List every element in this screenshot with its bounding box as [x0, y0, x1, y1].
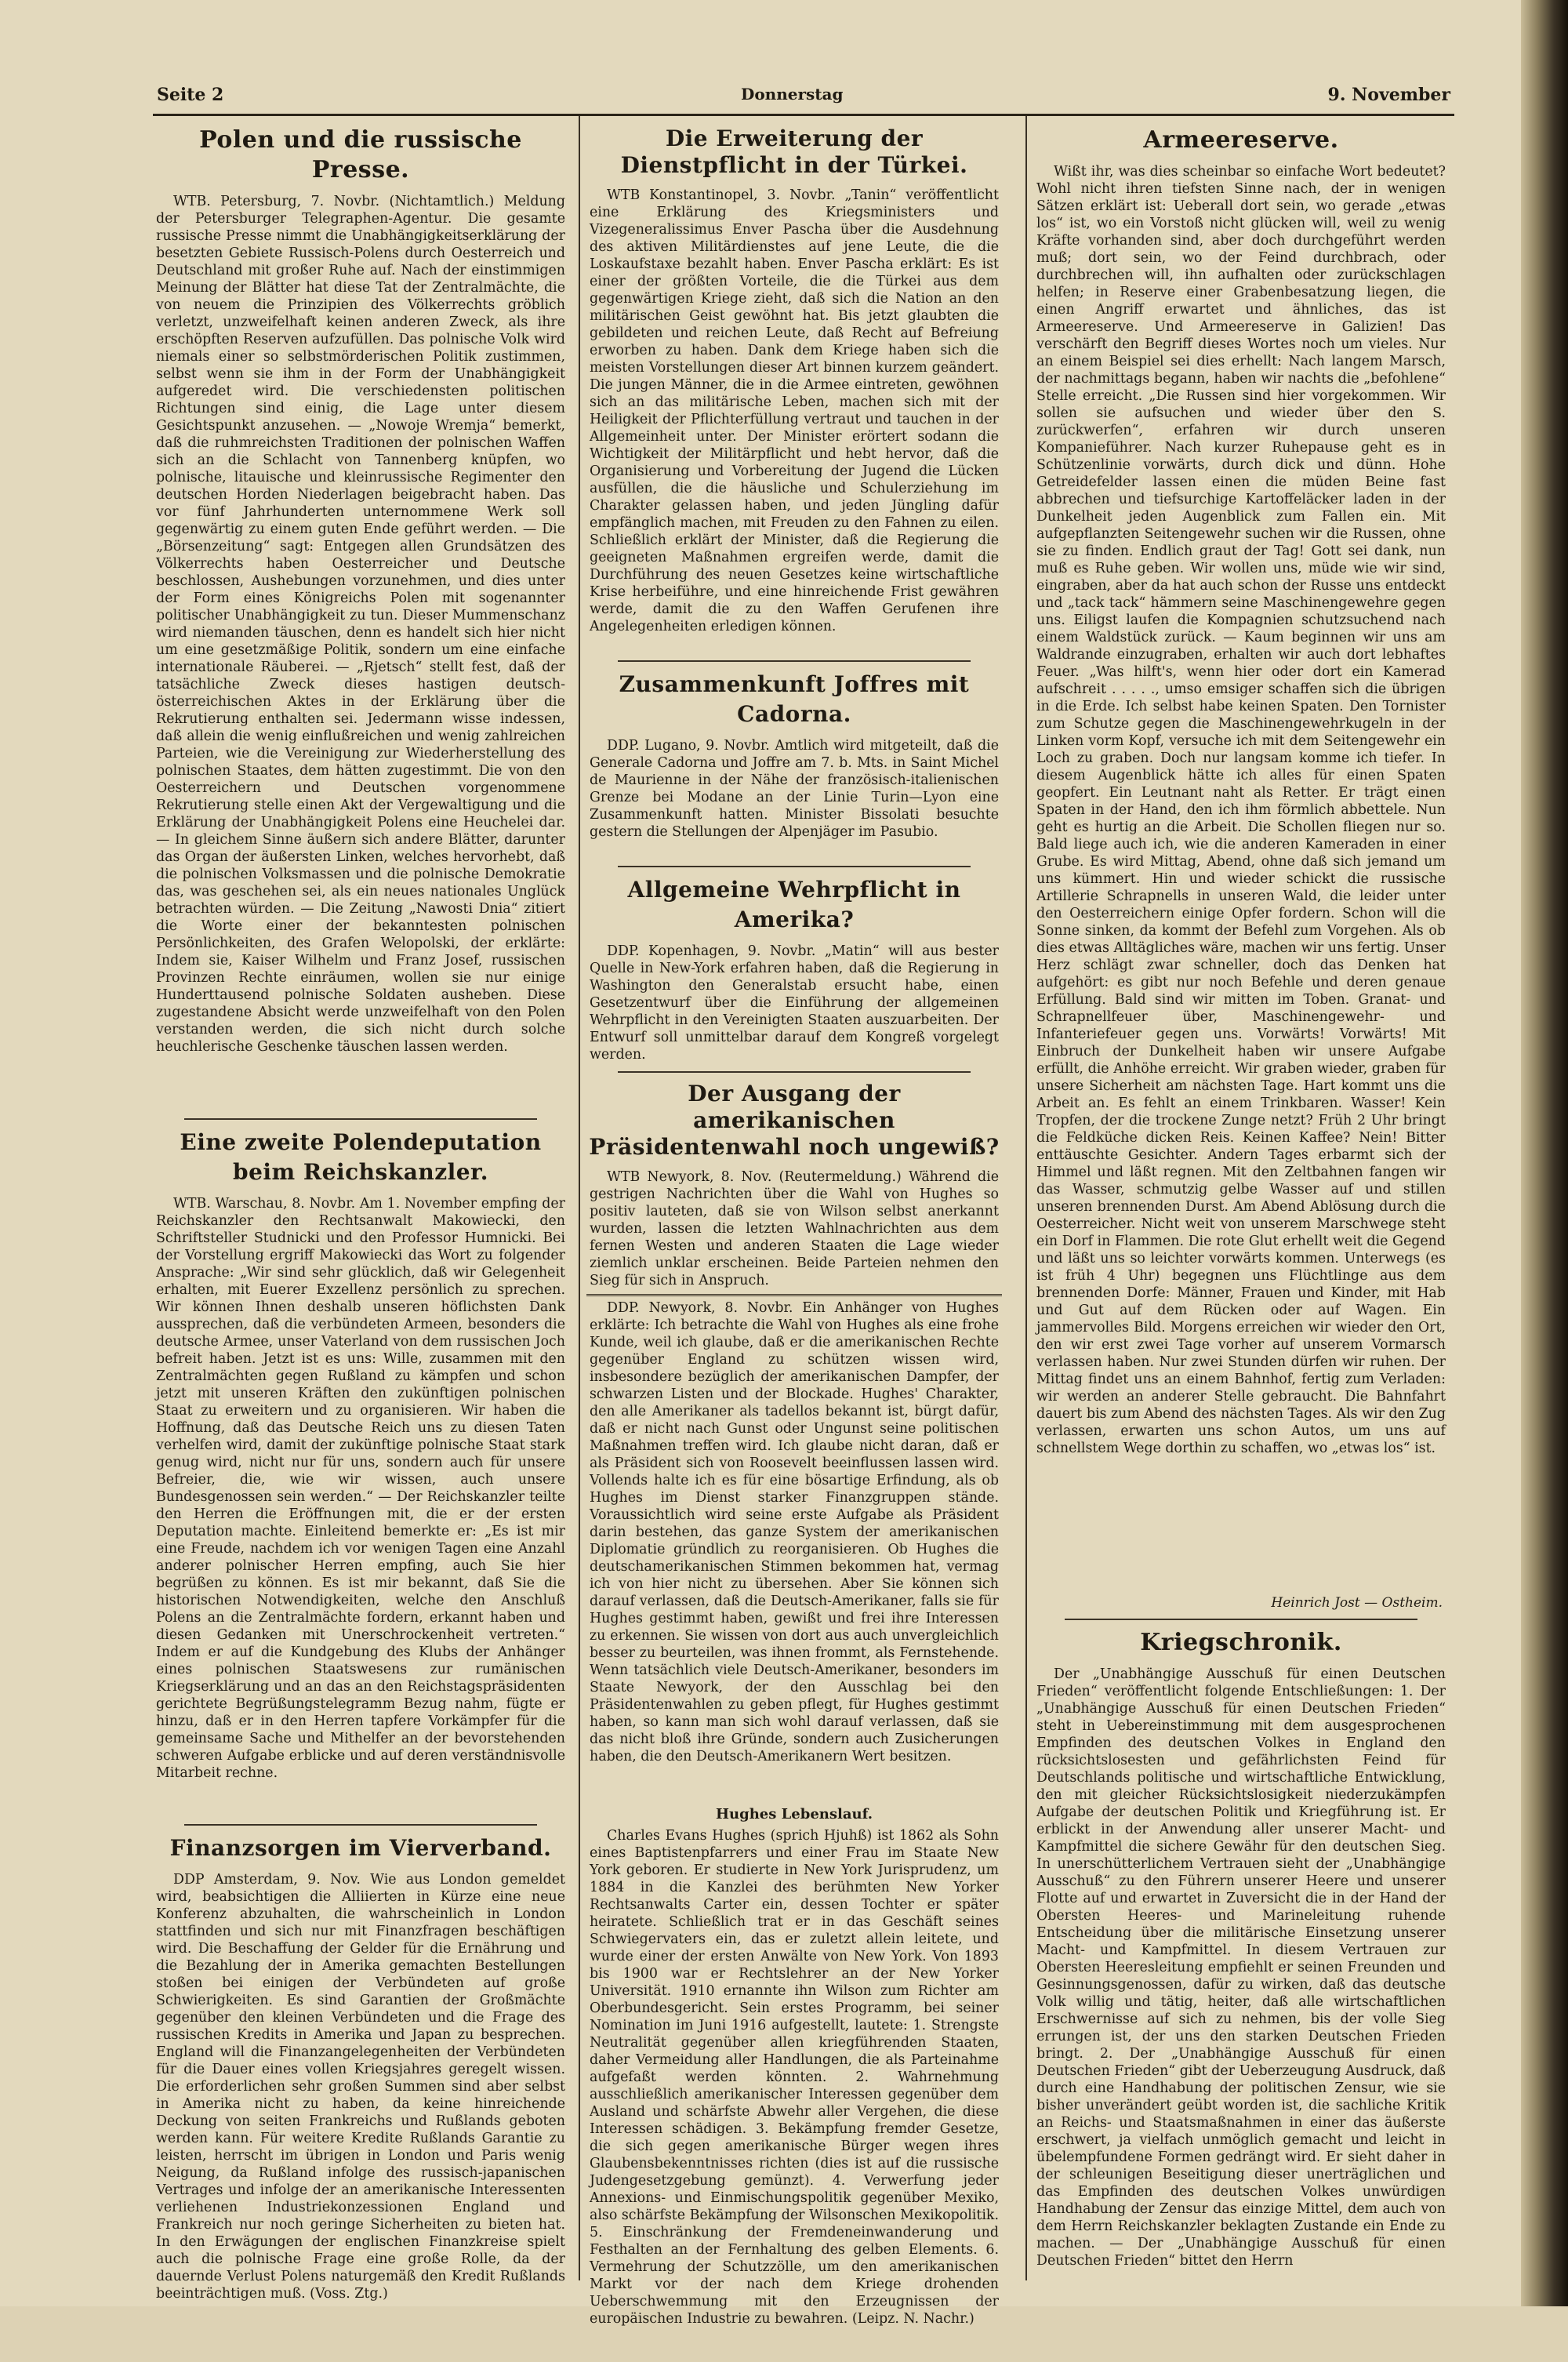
headline-kriegschronik: Kriegschronik.	[1140, 1629, 1342, 1656]
column-rule-1	[579, 116, 580, 2280]
weekday: Donnerstag	[741, 85, 844, 104]
column-rule-2	[1025, 116, 1027, 2280]
separator	[618, 866, 971, 867]
headline-finanzsorgen: Finanzsorgen im Vierverband.	[169, 1835, 552, 1861]
article-polen-presse: WTB. Petersburg, 7. Novbr. (Nichtamtlich.) Meldung der Petersburger Telegraphen-Agentur. Die gesamte russische Presse nimmt die Unabhängigkeitserklärung der besetzten Gebiete Russisch-Polens durch Oesterreich und Deutschland mit großer Ruhe auf. Nach der einstimmigen Meinung der Blätter hat diese Tat der Zentralmächte, die von neuem die Prinzipien des Völkerrechts gröblich verletzt, unzweifelhaft keinen anderen Zweck, als ihre erschöpften Reserven aufzufüllen. Das polnische Volk wird niemals einer so selbstmörderischen Politik zustimmen, selbst wenn sie ihm in der Form der Unabhängigkeit aufgeredet wird. Die verschiedensten politischen Richtungen sind einig, die Lage unter diesem Gesichtspunkt anzusehen. — „Nowoje Wremja“ bemerkt, daß die ruhmreichsten Traditionen der polnischen Waffen sich an die Schlacht von Tannenberg knüpfen, wo polnische, litauische und kleinrussische Regimenter den deutschen Horden Niederlagen beigebracht haben. Das vor fünf Jahrhunderten unternommene Werk soll gegenwärtig zu einem guten Ende geführt werden. — Die „Börsenzeitung“ sagt: Entgegen allen Grundsätzen des Völkerrechts haben Oesterreicher und Deutsche beschlossen, Aushebungen vorzunehmen, und dies unter der Form eines Königreichs Polen mit sogenannter politischer Unabhängigkeit zu tun. Dieser Mummenschanz wird niemanden täuschen, denn es handelt sich hier nicht um eine gesetzmäßige Politik, sondern um eine einfache internationale Räuberei. — „Rjetsch“ stellt fest, daß der tatsächliche Zweck dieses hastigen deutsch-österreichischen Aktes in der Erklärung über die Rekrutierung enthalten sei. Jedermann wisse indessen, daß allein die wenig einflußreichen und wenig zahlreichen Parteien, wie die Vereinigung zur Wiederherstellung des polnischen Staates, dem hätten zugestimmt. Die von den Oesterreichern und Deutschen vorgenommene Rekrutierung stelle einen Akt der Vergewaltigung und die Erklärung der Unabhängigkeit Polens eine Heuchelei dar. — In gleichem Sinne äußern sich andere Blätter, darunter das Organ der äußersten Linken, welches hervorhebt, daß die polnischen Volksmassen und die polnische Demokratie das, was geschehen sei, als ein neues nationales Unglück betrachten würden. — Die Zeitung „Nawosti Dnia“ zitiert die Worte einer der bekanntesten polnischen Persönlichkeiten, des Grafen Welopolski, der erklärte: Indem sie, Kaiser Wilhelm und Franz Josef, russischen Provinzen Rechte einräumen, wollen sie nur einige Hunderttausend polnische Soldaten ausheben. Diese zugestandene Absicht werde unzweifelhaft von den Polen verstanden werden, die sich nicht durch solche heuchlerische Geschenke täuschen lassen werden.	[156, 194, 565, 1055]
article-dienstpflicht-tuerkei: WTB Konstantinopel, 3. Novbr. „Tanin“ veröffentlicht eine Erklärung des Kriegsministers und Vizegeneralissimus Enver Pascha über die Ausdehnung des aktiven Militärdienstes auf jene Leute, die die Loskaufstaxe bezahlt haben. Enver Pascha erklärt: Es ist einer der größten Vorteile, die die Türkei aus dem gegenwärtigen Kriege zieht, daß sich die Nation an den militärischen Geist gewöhnt hat. Bis jetzt glaubten die gebildeten und reichen Leute, daß Recht auf Befreiung erworben zu haben. Dank dem Kriege haben sich die meisten Vorstellungen dieser Art binnen kurzem geändert. Die jungen Männer, die in die Armee eintreten, gewöhnen sich an das militärische Leben, machen sich mit der Heiligkeit der Pflichterfüllung vertraut und tauchen in der Allgemeinheit unter. Der Minister erörtert sodann die Wichtigkeit der Militärpflicht und hebt hervor, daß die Organisierung und Vorbereitung der Jugend die Lücken ausfüllen, die die häusliche und Schulerziehung im Charakter gelassen haben, und jeden Jüngling dafür empfänglich machen, mit Freuden zu den Fahnen zu eilen. Schließlich erklärt der Minister, daß die Regierung die geeigneten Maßnahmen ergreifen werde, damit die Durchführung des neuen Gesetzes keine wirtschaftliche Krise herbeiführe, und eine hinreichende Frist gewähren werde, damit die zu den Waffen Gerufenen ihre Angelegenheiten erledigen können.	[590, 187, 999, 634]
article-praesidentenwahl-hughes-anhaenger: DDP. Newyork, 8. Novbr. Ein Anhänger von Hughes erklärte: Ich betrachte die Wahl von Hughes als eine frohe Kunde, weil ich glaube, daß er die amerikanischen Rechte gegenüber England zu schützen wissen wird, insbesondere bezüglich der amerikanischen Dampfer, der schwarzen Listen und der Blockade. Hughes' Charakter, den alle Amerikaner als tadellos bekannt ist, bürgt dafür, daß er nicht nach Gunst oder Ungunst seine politischen Maßnahmen treffen wird. Ich glaube nicht daran, daß er als Präsident sich von Roosevelt beeinflussen lassen wird. Vollends halte ich es für eine bösartige Erfindung, als ob Hughes im Dienst starker Finanzgruppen stände. Voraussichtlich wird seine erste Aufgabe als Präsident darin bestehen, das ganze System der amerikanischen Diplomatie gründlich zu reorganisieren. Ob Hughes die deutschamerikanischen Stimmen bekommen hat, vermag ich von hier nicht zu übersehen. Aber Sie können sich darauf verlassen, daß die Deutsch-Amerikaner, falls sie für Hughes gestimmt haben, gewißt und frei ihre Interessen zu erkennen. Sie wissen von dort aus auch unvergleichlich besser zu beurteilen, was ihnen frommt, als Fernstehende. Wenn tatsächlich viele Deutsch-Amerikaner, besonders im Staate Newyork, der den Ausschlag bei den Präsidentenwahlen zu geben pflegt, für Hughes gestimmt haben, so kann man sich wohl darauf verlassen, daß sie das nicht bloß ihre Gründe, sondern auch Zusicherungen haben, die den Deutsch-Amerikanern Wert besitzen.	[590, 1300, 999, 1764]
headline-praesidentenwahl: Der Ausgang der amerikanischen Präsidentenwahl noch ungewiß?	[589, 1081, 1000, 1160]
article-hughes-lebenslauf: Charles Evans Hughes (sprich Hjuhß) ist 1862 als Sohn eines Baptistenpfarrers und einer Frau im Staate New York geboren. Er studierte in New York Jurisprudenz, um 1884 in die Kanzlei des berühmten New Yorker Rechtsanwalts Carter ein, dessen Tochter er später heiratete. Schließlich trat er in das Geschäft seines Schwiegervaters ein, das er zuletzt allein leitete, und wurde einer der ersten Anwälte von New York. Von 1893 bis 1900 war er Rechtslehrer an der New Yorker Universität. 1910 ernannte ihn Wilson zum Richter am Oberbundesgericht. Sein erstes Programm, bei seiner Nomination im Juni 1916 aufgestellt, lautete: 1. Strengste Neutralität gegenüber allen kriegführenden Staaten, daher Vermeidung aller Handlungen, die als Parteinahme aufgefaßt werden könnten. 2. Wahrnehmung ausschließlich amerikanischer Interessen gegenüber dem Ausland und schärfste Abwehr aller Vergehen, die diese Interessen schädigen. 3. Bekämpfung fremder Gesetze, die sich gegen amerikanische Bürger wegen ihres Glaubensbekenntnisses richten (dies ist auf die russische Judengesetzgebung gemünzt). 4. Verwerfung jeder Annexions- und Einmischungspolitik gegenüber Mexiko, also schärfste Bekämpfung der Wilsonschen Mexikopolitik. 5. Einschränkung der Fremdeneinwanderung und Festhalten an der Fernhaltung des gelben Elements. 6. Vermehrung der Schutzzölle, um den amerikanischen Markt vor der nach dem Kriege drohenden Ueberschwemmung mit den Erzeugnissen der europäischen Industrie zu bewahren. (Leipz. N. Nachr.)	[590, 1828, 999, 2327]
column-3	[1033, 118, 1449, 2269]
issue-date: 9. November	[1327, 85, 1450, 105]
headline-polen-presse: Polen und die russische Presse.	[199, 126, 522, 184]
separator	[184, 1824, 537, 1826]
page-header	[157, 85, 1450, 111]
separator	[618, 660, 971, 662]
book-binding-edge	[1521, 0, 1568, 2306]
article-kriegschronik: Der „Unabhängige Ausschuß für einen Deutschen Frieden“ veröffentlicht folgende Entschließungen: 1. Der „Unabhängige Ausschuß für einen Deutschen Frieden“ steht in Uebereinstimmung mit dem ausgesprochenen Empfinden des deutschen Volkes in England den rücksichtslosesten und gefährlichsten Feind für Deutschlands politische und wirtschaftliche Entwicklung, den mit gleicher Rücksichtslosigkeit niederzukämpfen Aufgabe der deutschen Politik und Kriegführung ist. Er erblickt in der Anwendung aller unserer Macht- und Kampfmittel die sichere Gewähr für den deutschen Sieg. In unerschütterlichem Vertrauen sieht der „Unabhängige Ausschuß“ zu den Führern unserer Heere und unserer Flotte auf und erwartet in Zuversicht die in der Hand der Obersten Heeres- und Marineleitung ruhende Entscheidung über die militärische Einsetzung unserer Macht- und Kampfmittel. In diesem Vertrauen zur Obersten Heeresleitung empfiehlt er seinen Freunden und Gesinnungsgenossen, dafür zu wirken, daß das deutsche Volk willig und tätig, heiter, daß alle wirtschaftlichen Erschwernisse auf sich zu nehmen, bis der volle Sieg errungen ist, der uns den starken Deutschen Frieden bringt. 2. Der „Unabhängige Ausschuß für einen Deutschen Frieden“ gibt der Ueberzeugung Ausdruck, daß durch eine Handhabung der politischen Zensur, wie sie bisher unverändert geübt worden ist, die sachliche Kritik an Reichs- und Staatsmaßnahmen in einer das äußerste erschwert, ja vielfach unmöglich gemacht und leicht in übelempfundene Formen gedrängt wird. Er sieht daher in der schleunigen Beseitigung dieser unerträglichen und das Empfinden des deutschen Volkes unwürdigen Handhabung der Zensur das einzige Mittel, dem auch von dem Herrn Reichskanzler beklagten Zustande ein Ende zu machen. — Der „Unabhängige Ausschuß für einen Deutschen Frieden“ bittet den Herrn	[1036, 1666, 1446, 2269]
separator	[1065, 1619, 1417, 1620]
headline-armeereserve: Armeereserve.	[1143, 126, 1339, 154]
article-praesidentenwahl-reuter: WTB Newyork, 8. Nov. (Reutermeldung.) Während die gestrigen Nachrichten über die Wahl von Hughes so positiv lauteten, daß sie von Wilson selbst anerkannt wurden, lassen die letzten Wahlnachrichten aus dem fernen Westen und anderen Staaten die Lage wieder ziemlich unklar erscheinen. Beide Parteien nehmen den Sieg für sich in Anspruch.	[590, 1169, 999, 1288]
article-joffre-cadorna: DDP. Lugano, 9. Novbr. Amtlich wird mitgeteilt, daß die Generale Cadorna und Joffre am 7. b. Mts. in Saint Michel de Maurienne in der Nähe der französisch-italienischen Grenze bei Modane an der Linie Turin—Lyon eine Zusammenkunft hatten. Minister Bissolati besuchte gestern die Stellungen der Alpenjäger im Pasubio.	[590, 738, 999, 840]
article-polendeputation: WTB. Warschau, 8. Novbr. Am 1. November empfing der Reichskanzler den Rechtsanwalt Makowiecki, den Schriftsteller Studnicki und den Professor Humnicki. Bei der Vorstellung ergriff Makowiecki das Wort zu folgender Ansprache: „Wir sind sehr glücklich, daß wir Gelegenheit erhalten, mit Euerer Exzellenz persönlich zu sprechen. Wir können Ihnen deshalb unseren höflichsten Dank aussprechen, daß die verbündeten Armeen, besonders die deutsche Armee, unser Vaterland von dem russischen Joch befreit haben. Jetzt ist es uns: Wille, zusammen mit den Zentralmächten gegen Rußland zu kämpfen und schon jetzt mit unseren Kräften den zukünftigen polnischen Staat zu erweitern und zu organisieren. Wir haben die Hoffnung, daß das Deutsche Reich uns zu diesen Taten verhelfen wird, damit der zukünftige polnische Staat stark genug wird, nicht nur für uns, sondern auch für unsere Befreier, die, wie wir wissen, auch unsere Bundesgenossen sein werden.“ — Der Reichskanzler teilte den Herren die Eröffnungen mit, die er der ersten Deputation machte. Einleitend bemerkte er: „Es ist mir eine Freude, nachdem ich vor wenigen Tagen eine Anzahl anderer polnischer Herren empfing, auch Sie hier begrüßen zu können. Es ist mir bekannt, daß Sie die historischen Notwendigkeiten, welche den Anschluß Polens an die Zentralmächte fordern, erkannt haben und diesen Gedanken mit Unerschrockenheit vertreten.“ Indem er auf die Kundgebung des Klubs der Anhänger eines polnischen Staatswesens zur rumänischen Kriegserklärung und an das an den Reichstagspräsidenten gerichtete Begrüßungstelegramm Bezug nahm, fügte er hinzu, daß er in den Herren tapfere Vorkämpfer für die gemeinsame Sache und Mithelfer an der bevorstehenden schweren Aufgabe erblicke und auf deren verständnisvolle Mitarbeit rechne.	[156, 1196, 565, 1781]
separator	[184, 1118, 537, 1120]
headline-joffre-cadorna: Zusammenkunft Joffres mit Cadorna.	[619, 671, 970, 727]
author-signature: Heinrich Jost — Ostheim.	[1271, 1595, 1443, 1611]
column-2	[586, 118, 1002, 2362]
article-finanzsorgen: DDP Amsterdam, 9. Nov. Wie aus London gemeldet wird, beabsichtigen die Alliierten in Kürze eine neue Konferenz abzuhalten, die wahrscheinlich in London stattfinden und sich nur mit Finanzfragen beschäftigen wird. Die Beschaffung der Gelder für die Ernährung und die Bezahlung der in Amerika gemachten Bestellungen stoßen bei einigen der Verbündeten auf große Schwierigkeiten. Es sind Garantien der Großmächte gegenüber den kleinen Verbündeten und die Frage des russischen Kredits in Amerika und Japan zu besprechen. England will die Finanzangelegenheiten der Verbündeten für die Dauer eines vollen Kriegsjahres geregelt wissen. Die erforderlichen sehr großen Summen sind aber selbst in Amerika nicht zu haben, da keine hinreichende Deckung von seiten Frankreichs und Rußlands geboten werden kann. Für weitere Kredite Rußlands Garantie zu leisten, herrscht im übrigen in London und Paris wenig Neigung, da Rußland infolge des russisch-japanischen Vertrages und infolge der an amerikanische Interessenten verliehenen Industriekonzessionen England und Frankreich nur noch geringe Sicherheiten zu bieten hat. In den Erwägungen der englischen Finanzkreise spielt auch die polnische Frage eine große Rolle, da der dauernde Verlust Polens naturgemäß den Kredit Rußlands beeinträchtigen muß. (Voss. Ztg.)	[156, 1872, 565, 2302]
article-armeereserve: Wißt ihr, was dies scheinbar so einfache Wort bedeutet? Wohl nicht ihren tiefsten Sinne nach, der in wenigen Sätzen erklärt ist: Ueberall dort sein, wo gerade „etwas los“ ist, wo ein Vorstoß nicht glücken will, weil zu wenig Kräfte vorhanden sind, aber doch durchgeführt werden muß; dort sein, wo der Feind durchbrach, oder durchbrechen will, ihn aufhalten oder zurückschlagen helfen; in Reserve einer Grabenbesatzung liegen, die einen Angriff erwartet und ähnliches, das ist Armeereserve. Und Armeereserve in Galizien! Das verschärft den Begriff dieses Wortes noch um vieles. Nur an einem Beispiel sei dies erhellt: Nach langem Marsch, der nachmittags begann, haben wir nachts die „befohlene“ Stelle erreicht. „Die Russen sind hier vorgekommen. Wir sollen sie aufsuchen und wieder über den S. zurückwerfen“, erfahren wir durch unseren Kompanieführer. Nach kurzer Ruhepause geht es in Schützenlinie vorwärts, durch dick und dünn. Hohe Getreidefelder lassen einen die müden Beine fast abbrechen und tiefsurchige Kartoffeläcker laden in der Dunkelheit jeden Augenblick zum Fallen ein. Mit aufgepflanzten Seitengewehr suchen wir die Russen, ohne sie zu finden. Endlich graut der Tag! Gott sei dank, nun muß es Ruhe geben. Wir wollen uns, müde wie wir sind, eingraben, aber da hat auch schon der Russe uns entdeckt und „tack tack“ hämmern seine Maschinengewehre gegen uns. Eiligst laufen die Kompagnien schutzsuchend nach einem Waldstück zurück. — Kaum beginnen wir uns am Waldrande einzugraben, erhalten wir auch dort lebhaftes Feuer. „Was hilft's, wenn hier oder dort ein Kamerad aufschreit . . . . ., umso emsiger schaffen sich die übrigen in die Erde. Ich selbst habe keinen Spaten. Den Tornister zum Schutze gegen die Maschinengewehrkugeln in der Linken vorm Kopf, versuche ich mit dem Seitengewehr ein Loch zu graben. Doch nur langsam komme ich tiefer. In diesem Augenblick hätte ich alles für einen Spaten geopfert. Ein Leutnant naht als Retter. Er trägt einen Spaten in der Hand, den ich ihm förmlich abbettele. Nun geht es hurtig an die Arbeit. Die Schollen fliegen nur so. Bald liege auch ich, wie die anderen Kameraden in einer Grube. Es wird Mittag, Abend, ohne daß sich jemand um uns kümmert. Hin und wieder schickt die russische Artillerie Schrapnells in unseren Wald, die leider unter den Oesterreichern einige Opfer fordern. Schon will die Sonne sinken, da kommt der Befehl zum Vorgehen. Als ob dies etwas Alltägliches wäre, machen wir uns fertig. Unser Herz schlägt zwar schneller, doch das Denken hat aufgehört: es gibt nur noch Befehle und deren genaue Erfüllung. Bald sind wir mitten im Toben. Granat- und Schrapnellfeuer über, Maschinengewehr- und Infanteriefeuer gegen uns. Vorwärts! Vorwärts! Mit Einbruch der Dunkelheit haben wir unsere Aufgabe erfüllt, die Anhöhe erreicht. Wir graben wieder, graben für unsere Sicherheit am nächsten Tage. Hart kommt uns die Arbeit an. Es fehlt an einem Trinkbaren. Wasser! Kein Tropfen, der die trockene Zunge netzt? Früh 2 Uhr bringt die Feldküche dicken Reis. Keinen Kaffee? Nein! Bitter enttäuschte Gesichter. Andern Tages erbarmt sich der Himmel und läßt regnen. Mit den Zeltbahnen fangen wir das Wasser, schmutzig gelbe Wasser auf und stillen unseren brennenden Durst. Am Abend Ablösung durch die Oesterreicher. Nicht weit von unserem Marschwege steht ein Dorf in Flammen. Die rote Glut erhellt weit die Gegend und läßt uns so leichter vorwärts kommen. Unterwegs (es ist früh 4 Uhr) begegnen uns Flüchtlinge aus dem brennenden Dorfe: Männer, Frauen und Kinder, mit Hab und Gut auf dem Rücken oder auf Wagen. Ein jammervolles Bild. Morgens erreichen wir wieder den Ort, den wir erst zwei Tage vorher auf unserem Vormarsch verlassen haben. Nur zwei Stunden dürfen wir ruhen. Der Mittag findet uns an einem Bahnhof, fertig zum Verladen: wir werden an anderer Stelle gebraucht. Die Bahnfahrt dauert bis zum Abend des nächsten Tages. Als wir den Zug verlassen, erwarten uns schon Autos, um uns auf schnellstem Wege dorthin zu schaffen, wo „etwas los“ ist.	[1036, 164, 1446, 1456]
headline-polendeputation: Eine zweite Polendeputation beim Reichskanzler.	[180, 1129, 542, 1185]
separator-double	[586, 1294, 1002, 1296]
subheading-hughes-lebenslauf: Hughes Lebenslauf.	[716, 1806, 873, 1822]
page-number: Seite 2	[157, 85, 224, 105]
headline-wehrpflicht-amerika: Allgemeine Wehrpflicht in Amerika?	[627, 877, 961, 932]
separator	[618, 1071, 971, 1073]
headline-dienstpflicht-tuerkei: Die Erweiterung der Dienstpflicht in der Türkei.	[620, 125, 968, 178]
column-1	[153, 118, 568, 2302]
header-rule	[153, 114, 1454, 116]
article-wehrpflicht-amerika: DDP. Kopenhagen, 9. Novbr. „Matin“ will aus bester Quelle in New-York erfahren haben, daß die Regierung in Washington den Generalstab ersucht habe, einen Gesetzentwurf über die Einführung der allgemeinen Wehrpflicht in den Vereinigten Staaten auszuarbeiten. Der Entwurf soll unmittelbar darauf dem Kongreß vorgelegt werden.	[590, 943, 999, 1063]
